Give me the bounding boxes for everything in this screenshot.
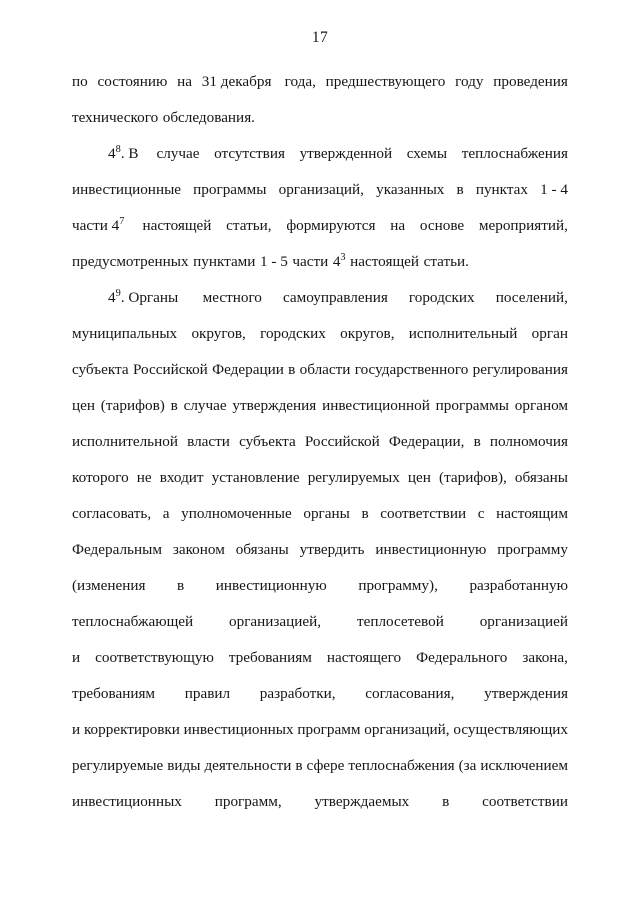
text-word: случае xyxy=(183,397,227,414)
text-word: регулируемых xyxy=(307,469,400,486)
text-line xyxy=(72,532,568,568)
text-word: входит xyxy=(159,469,204,486)
text-word: $4^3$ xyxy=(332,251,346,270)
text-word: в xyxy=(170,397,178,414)
text-word: утверждения xyxy=(484,685,568,702)
text-word: осуществляющих xyxy=(453,721,568,738)
text-line xyxy=(72,748,568,784)
text-word: $4^8$. В xyxy=(108,143,139,162)
text-word: округов, xyxy=(191,325,246,342)
text-word: соответствии xyxy=(482,793,568,810)
text-word: на xyxy=(390,217,406,234)
text-word: 1 - 5 xyxy=(259,253,288,270)
text-word: формируются xyxy=(286,217,376,234)
text-word: органом xyxy=(514,397,568,414)
text-word: в xyxy=(456,181,464,198)
text-word: программ, xyxy=(214,793,282,810)
text-word: части $4^7$ xyxy=(72,215,125,234)
text-line xyxy=(72,208,568,244)
text-word: статьи. xyxy=(423,253,469,270)
paragraph xyxy=(72,280,568,820)
text-word: инвестиционных xyxy=(72,793,182,810)
text-word: обязаны xyxy=(514,469,568,486)
text-word: согласования, xyxy=(365,685,455,702)
text-word: настоящей xyxy=(142,217,212,234)
paragraph xyxy=(72,64,568,136)
text-word: цен xyxy=(72,397,95,414)
text-word: в xyxy=(177,577,185,594)
text-word: в xyxy=(288,361,296,378)
text-word: проведения xyxy=(493,73,568,90)
text-word: указанных xyxy=(376,181,445,198)
document-body xyxy=(72,64,568,820)
text-word: Федерации xyxy=(212,361,284,378)
text-word: года, xyxy=(284,73,316,90)
text-word: полномочия xyxy=(489,433,568,450)
text-word: (за xyxy=(458,757,477,774)
text-word: государственного xyxy=(354,361,469,378)
text-word: деятельности xyxy=(204,757,292,774)
text-word: организаций, xyxy=(278,181,364,198)
text-word: (изменения xyxy=(72,577,146,594)
text-word: цен xyxy=(407,469,431,486)
text-word: пунктах xyxy=(475,181,529,198)
text-word: настоящего xyxy=(326,649,402,666)
text-word: предусмотренных xyxy=(72,253,189,270)
text-word: исполнительный xyxy=(408,325,518,342)
text-word: и xyxy=(72,721,81,738)
text-word: утвердить xyxy=(299,541,365,558)
text-word: теплоснабжающей xyxy=(72,613,194,630)
text-word: статьи, xyxy=(226,217,272,234)
text-word: муниципальных xyxy=(72,325,178,342)
text-word: требованиям xyxy=(228,649,312,666)
text-line xyxy=(72,568,568,604)
text-word: уполномоченные xyxy=(181,505,292,522)
text-word: сфере xyxy=(306,757,345,774)
text-word: предшествующего xyxy=(325,73,446,90)
text-word: инвестиционной xyxy=(322,397,430,414)
text-word: корректировки xyxy=(83,721,180,738)
text-line xyxy=(72,784,568,820)
text-line xyxy=(72,424,568,460)
text-line xyxy=(72,604,568,640)
superscript-number: 8 xyxy=(115,143,121,155)
text-word: организацией, xyxy=(229,613,322,630)
text-word: 1 - 4 xyxy=(540,181,568,198)
text-word: инвестиционных xyxy=(183,721,294,738)
text-word: программы xyxy=(193,181,267,198)
text-word: организацией xyxy=(479,613,568,630)
text-line xyxy=(72,316,568,352)
text-line xyxy=(72,460,568,496)
text-word: программу), xyxy=(358,577,438,594)
text-word: 31 декабря xyxy=(201,73,272,90)
text-word: состоянию xyxy=(97,73,168,90)
text-word: теплоснабжения xyxy=(348,757,455,774)
text-word: теплосетевой xyxy=(356,613,444,630)
text-word: самоуправления xyxy=(282,289,388,306)
text-word: не xyxy=(136,469,152,486)
text-word: утверждения xyxy=(232,397,317,414)
text-word: виды xyxy=(167,757,201,774)
text-word: разработанную xyxy=(469,577,568,594)
text-word: субъекта xyxy=(239,433,296,450)
superscript-number: 3 xyxy=(340,251,346,263)
text-word: субъекта xyxy=(72,361,129,378)
text-word: согласовать, xyxy=(72,505,152,522)
text-word: на xyxy=(177,73,192,90)
text-word: законом xyxy=(172,541,225,558)
text-word: обязаны xyxy=(235,541,289,558)
text-line xyxy=(72,712,568,748)
text-word: соответствии xyxy=(380,505,467,522)
text-word: в xyxy=(473,433,481,450)
text-word: округов, xyxy=(340,325,395,342)
text-word: правил xyxy=(184,685,231,702)
superscript-number: 7 xyxy=(119,215,125,227)
text-line xyxy=(72,280,568,316)
text-word: (тарифов), xyxy=(439,469,507,486)
text-word: обследования. xyxy=(162,109,255,126)
text-word: установление xyxy=(211,469,300,486)
text-word: инвестиционную xyxy=(215,577,327,594)
text-word: теплоснабжения xyxy=(461,145,568,162)
text-line xyxy=(72,352,568,388)
page-number: 17 xyxy=(311,29,329,46)
text-word: регулируемые xyxy=(72,757,164,774)
text-line xyxy=(72,496,568,532)
text-word: области xyxy=(299,361,351,378)
text-line xyxy=(72,64,568,100)
text-line xyxy=(72,172,568,208)
text-word: основе xyxy=(419,217,465,234)
text-word: и xyxy=(72,649,81,666)
text-line xyxy=(72,640,568,676)
text-word: поселений, xyxy=(495,289,568,306)
text-word: городских xyxy=(408,289,475,306)
text-word: по xyxy=(72,73,88,90)
text-word: программу xyxy=(497,541,568,558)
text-word: исполнительной xyxy=(72,433,178,450)
text-word: утверждаемых xyxy=(314,793,410,810)
text-word: с xyxy=(477,505,485,522)
text-line xyxy=(72,100,568,136)
text-word: местного xyxy=(202,289,262,306)
text-word: исключением xyxy=(480,757,568,774)
text-word: орган xyxy=(531,325,568,342)
text-word: мероприятий, xyxy=(478,217,568,234)
text-word: закона, xyxy=(522,649,568,666)
text-word: инвестиционную xyxy=(375,541,487,558)
text-word: Российской xyxy=(132,361,208,378)
text-word: которого xyxy=(72,469,129,486)
text-word: власти xyxy=(187,433,230,450)
text-word: технического xyxy=(72,109,159,126)
text-word: органы xyxy=(303,505,350,522)
text-word: настоящим xyxy=(496,505,568,522)
text-word: соответствующую xyxy=(95,649,214,666)
superscript-number: 9 xyxy=(115,287,121,299)
text-word: программы xyxy=(435,397,509,414)
text-word: Федеральным xyxy=(72,541,162,558)
text-word: Федерации, xyxy=(388,433,465,450)
text-word: случае xyxy=(156,145,200,162)
text-word: Федерального xyxy=(416,649,508,666)
text-word: в xyxy=(295,757,303,774)
text-word: году xyxy=(455,73,484,90)
text-word: отсутствия xyxy=(214,145,285,162)
text-word: настоящей xyxy=(350,253,420,270)
text-word: инвестиционные xyxy=(72,181,182,198)
text-word: утвержденной xyxy=(299,145,393,162)
text-word: части xyxy=(292,253,329,270)
text-word: в xyxy=(442,793,450,810)
text-word: организаций, xyxy=(364,721,450,738)
text-line xyxy=(72,244,568,280)
text-line xyxy=(72,136,568,172)
text-word: требованиям xyxy=(72,685,156,702)
text-word: а xyxy=(162,505,170,522)
text-word: разработки, xyxy=(259,685,336,702)
text-word: пунктами xyxy=(193,253,256,270)
text-line xyxy=(72,676,568,712)
text-line xyxy=(72,388,568,424)
text-word: в xyxy=(361,505,369,522)
text-word: городских xyxy=(260,325,326,342)
text-word: $4^9$. Органы xyxy=(108,287,179,306)
text-word: регулирования xyxy=(472,361,568,378)
paragraph xyxy=(72,136,568,280)
text-word: (тарифов) xyxy=(100,397,165,414)
text-word: схемы xyxy=(406,145,448,162)
text-word: Российской xyxy=(304,433,380,450)
text-word: программ xyxy=(297,721,361,738)
